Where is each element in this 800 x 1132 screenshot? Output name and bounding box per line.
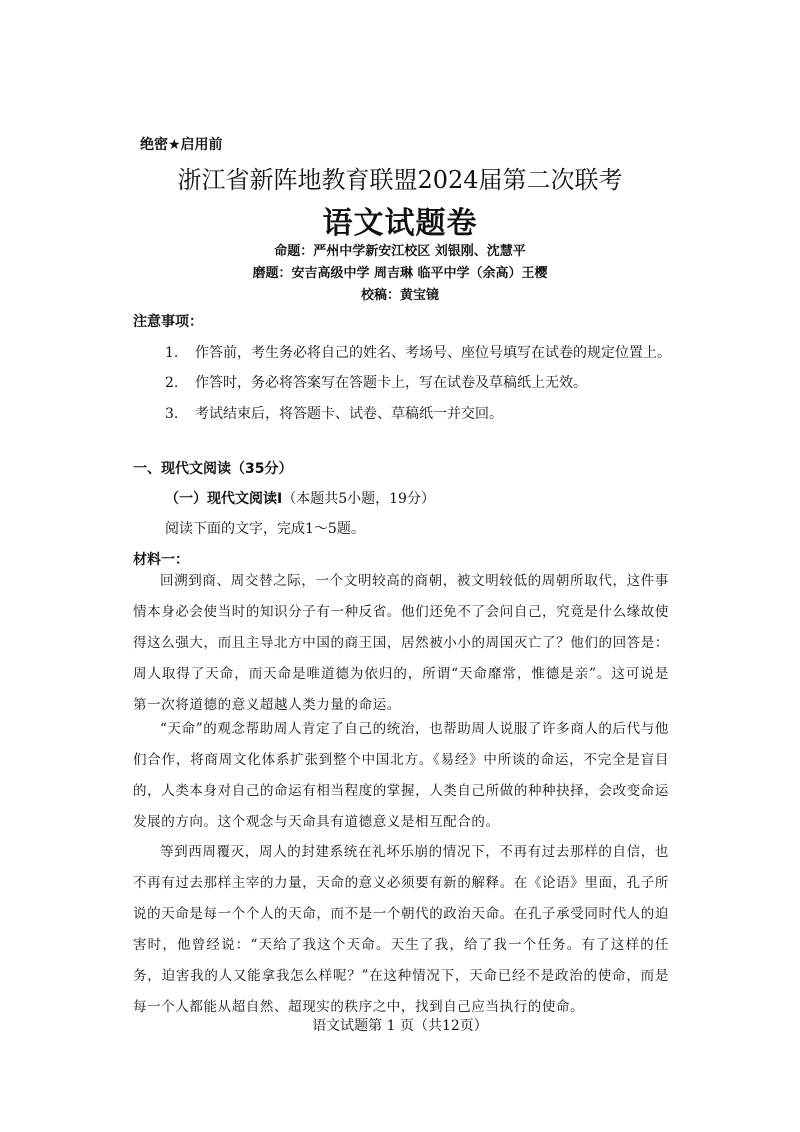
reading-instruction: 阅读下面的文字，完成1～5题。 (165, 521, 365, 537)
notice-item-number: 3. (165, 406, 179, 422)
notice-item (165, 403, 503, 423)
body-paragraph: 等到西周覆灭，周人的封建系统在礼坏乐崩的情况下，不再有过去那样的自信，也不再有过去那样主宰的力量，天命的意义必须要有新的解释。在《论语》里面，孔子所说的天命是每一个个人的天命，而不是一个朝代的政治天命。在孔子承受同时代人的迫害时，他曾经说：“天给了我这个天命。天生了我，给了我一个任务。有了这样的任务，迫害我的人又能拿我怎么样呢？”在这种情况下，天命已经不是政治的使命，而是每一个人都能从超自然、超现实的秩序之中，找到自己应当执行的使命。 (133, 844, 669, 1015)
notice-item-text: 作答前，考生务必将自己的姓名、考场号、座位号填写在试卷的规定位置上。 (195, 345, 671, 361)
credit-line-reviewers: 磨题：安吉高级中学 周吉琳 临平中学（余高）王樱 (252, 266, 548, 281)
body-paragraph: 回溯到商、周交替之际，一个文明较高的商朝，被文明较低的周朝所取代，这件事情本身必会使当时的知识分子有一种反省。他们还免不了会问自己，究竟是什么缘故使得这么强大，而且主导北方中国的商王国，居然被小小的周国灭亡了？他们的回答是：周人取得了天命，而天命是唯道德为依归的，所谓“天命靡常，惟德是亲”。这可说是第一次将道德的意义超越人类力量的命运。 (133, 573, 669, 713)
notice-item-text: 考试结束后，将答题卡、试卷、草稿纸一并交回。 (195, 406, 503, 422)
secret-mark: 绝密★启用前 (140, 137, 223, 153)
notice-item-text: 作答时，务必将答案写在答题卡上，写在试卷及草稿纸上无效。 (195, 375, 587, 391)
body-paragraph: “天命”的观念帮助周人肯定了自己的统治，也帮助周人说服了许多商人的后代与他们合作，将商周文化体系扩张到整个中国北方。《易经》中所谈的命运，不完全是盲目的，人类本身对自己的命运有相当程度的掌握，人类自己所做的种种抉择，会改变命运发展的方向。这个观念与天命具有道德意义是相互配合的。 (133, 721, 669, 830)
paper-title: 语文试题卷 (322, 206, 478, 241)
exam-title: 浙江省新阵地教育联盟2024届第二次联考 (177, 166, 623, 194)
notice-item (165, 372, 587, 392)
notice-title: 注意事项： (133, 314, 203, 330)
section-heading: 一、现代文阅读（35分） (133, 461, 293, 477)
notice-item-number: 2. (165, 375, 179, 391)
notice-item (165, 342, 671, 362)
material-label: 材料一： (133, 552, 189, 568)
subsection-title: （一）现代文阅读Ⅰ (165, 491, 283, 507)
credit-line-proposers: 命题：严州中学新安江校区 刘银刚、沈慧平 (274, 244, 526, 259)
notice-item-number: 1. (165, 345, 179, 361)
subsection-heading (165, 488, 435, 508)
subsection-info: （本题共5小题，19分） (282, 491, 435, 507)
page-footer: 语文试题第 1 页（共12页） (312, 1018, 488, 1034)
credit-line-proofreader: 校稿：黄宝镜 (360, 288, 439, 303)
